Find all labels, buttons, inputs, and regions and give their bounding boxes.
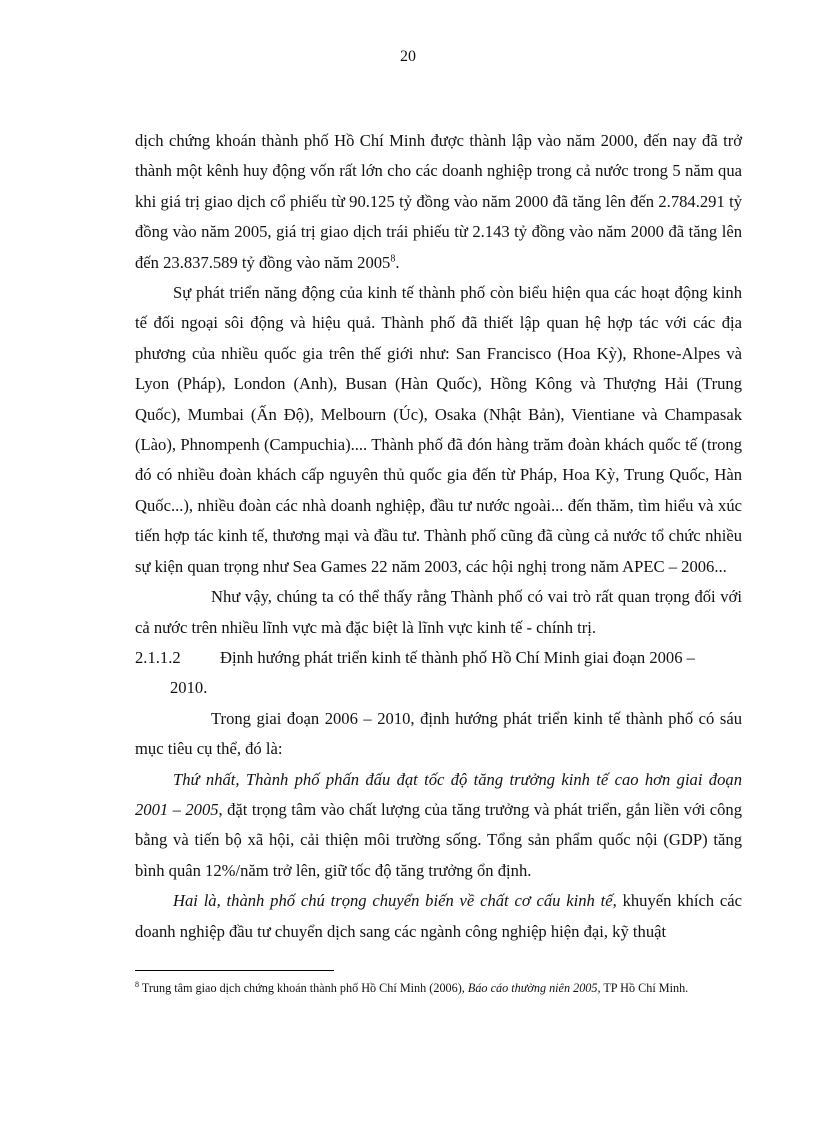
footnote-title: Báo cáo thường niên 2005 — [467, 981, 598, 995]
goal-one-italic: Thứ nhất, Thành phố phấn đấu đạt tốc độ tăng trưởng kinh tế cao hơn giai đoạn 2001 – 2005 — [135, 769, 742, 819]
paragraph-end: . — [395, 252, 400, 272]
goal-two-italic: Hai là, thành phố chú trọng chuyển biến về chất cơ cấu kinh tế — [173, 891, 613, 911]
body-text — [135, 126, 742, 947]
footnote-reference: 8 — [390, 253, 396, 265]
page-number: 20 — [400, 48, 416, 65]
paragraph-goal-one — [135, 765, 742, 887]
section-number: 2.1.1.2 — [135, 647, 181, 667]
section-heading — [135, 643, 742, 704]
goal-one-text: , đặt trọng tâm vào chất lượng của tăng trưởng và phát triển, gắn liền với công bằng và tiến bộ xã hội, cải thiện môi trường sống. Tổng sản phẩm quốc nội (GDP) tăng bình quân 12%/năm trở lên, giữ tốc độ tăng trưởng ổn định. — [135, 799, 743, 880]
paragraph-goal-two — [135, 886, 742, 947]
paragraph-text: dịch chứng khoán thành phố Hồ Chí Minh được thành lập vào năm 2000, đến nay đã trở thành một kênh huy động vốn rất lớn cho các doanh nghiệp trong cả nước trong 5 năm qua khi giá trị giao dịch cổ phiếu từ 90.125 tỷ đồng vào năm 2000 đã tăng lên đến 2.784.291 tỷ đồng vào năm 2005, giá trị giao dịch trái phiếu từ 2.143 tỷ đồng vào năm 2000 đã tăng lên đến 23.837.589 tỷ đồng vào năm 2005 — [135, 131, 742, 272]
goal-two-text: , khuyến khích các doanh nghiệp đầu tư chuyển dịch sang các ngành công nghiệp hiện đại, kỹ thuật — [135, 891, 743, 941]
paragraph-conclusion: Như vậy, chúng ta có thể thấy rằng Thành phố có vai trò rất quan trọng đối với cả nước trên nhiều lĩnh vực mà đặc biệt là lĩnh vực kinh tế - chính trị. — [135, 587, 742, 637]
paragraph-intro-goals: Trong giai đoạn 2006 – 2010, định hướng phát triển kinh tế thành phố có sáu mục tiêu cụ thể, đó là: — [135, 708, 742, 759]
section-title-line2: 2010. — [170, 678, 208, 698]
footnote-marker: 8 — [135, 979, 139, 989]
paragraph-foreign-relations: Sự phát triển năng động của kinh tế thành phố còn biểu hiện qua các hoạt động kinh tế đối ngoại sôi động và hiệu quả. Thành phố đã thiết lập quan hệ hợp tác với các địa phương của nhiều quốc gia trên thế giới như: San Francisco (Hoa Kỳ), Rhone-Alpes và Lyon (Pháp), London (Anh), Busan (Hàn Quốc), Hồng Kông và Thượng Hải (Trung Quốc), Mumbai (Ấn Độ), Melbourn (Úc), Osaka (Nhật Bản), Vientiane và Champasak (Lào), Phnompenh (Campuchia).... Thành phố đã đón hàng trăm đoàn khách quốc tế (trong đó có nhiều đoàn khách cấp nguyên thủ quốc gia đến từ Pháp, Hoa Kỳ, Trung Quốc, Hàn Quốc...), nhiều đoàn các nhà doanh nghiệp, đầu tư nước ngoài... đến thăm, tìm hiểu và xúc tiến hợp tác kinh tế, thương mại và đầu tư. Thành phố cũng đã cùng cả nước tổ chức nhiều sự kiện quan trọng như Sea Games 22 năm 2003, các hội nghị trong năm APEC – 2006... — [135, 283, 742, 576]
section-title-line1: Định hướng phát triển kinh tế thành phố Hồ Chí Minh giai đoạn 2006 – — [220, 647, 695, 667]
footnote — [135, 980, 742, 997]
footnote-text-end: , TP Hồ Chí Minh. — [597, 981, 689, 995]
footnote-text: Trung tâm giao dịch chứng khoán thành phố Hồ Chí Minh (2006), — [139, 981, 468, 995]
paragraph-stock-exchange — [135, 126, 742, 278]
footnote-separator — [135, 970, 334, 971]
